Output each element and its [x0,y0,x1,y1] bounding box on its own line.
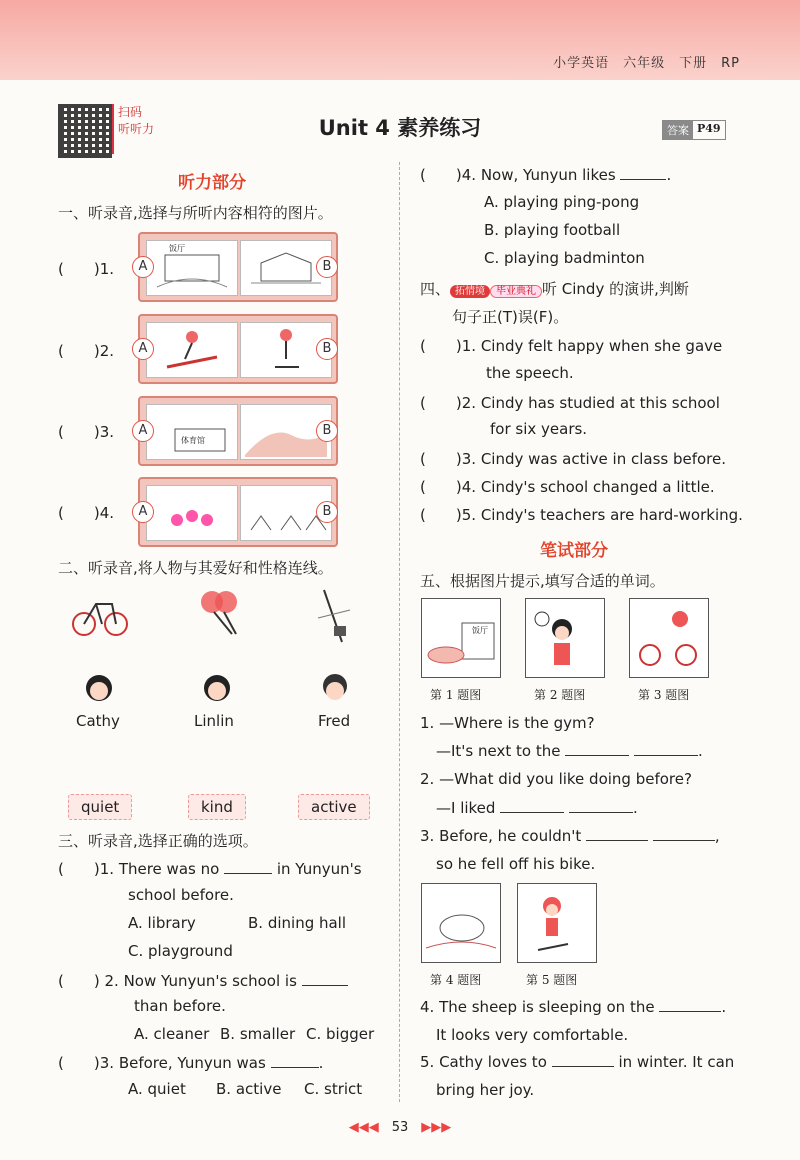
sign-dining-2: 饭厅 [472,626,488,635]
option-a-1[interactable]: A [132,256,154,278]
page-title: Unit 4 素养练习 [318,116,482,140]
q2-instruction: 二、听录音,将人物与其爱好和性格连线。 [58,559,333,577]
page-number: 53 [391,1120,409,1135]
picture-book-2 [138,314,338,384]
writing-title: 笔试部分 [540,541,608,561]
picture-5 [517,883,597,963]
option-a-3[interactable]: A [132,420,154,442]
next-arrows-icon: ▶▶▶ [421,1120,452,1135]
q3-instruction: 三、听录音,选择正确的选项。 [58,832,258,850]
picture-book-1 [138,232,338,302]
caption-5: 第 5 题图 [526,973,578,987]
q4-item-1-cont: the speech. [486,364,574,382]
picture-book-3 [138,396,338,466]
q4-header: 四、 拓情境 毕业典礼 听 Cindy 的演讲,判断 [420,280,689,298]
q3-4: ( )4. Now, Yunyun likes . [420,166,672,184]
cathy-avatar [82,672,116,706]
q3-2-cont: than before. [134,997,226,1015]
answer-reference: 答案 P49 [662,120,726,140]
page-footer [0,1116,800,1135]
bike-icon [70,588,130,638]
q5-5b: bring her joy. [436,1081,535,1099]
caption-2: 第 2 题图 [534,688,586,702]
q3-3: ( )3. Before, Yunyun was . [58,1054,324,1072]
trait-kind[interactable]: kind [188,794,246,820]
q4-item-2-cont: for six years. [490,420,588,438]
q5-4a: 4. The sheep is sleeping on the . [420,998,727,1016]
column-divider [399,162,400,1102]
q4-item-3: ( )3. Cindy was active in class before. [420,450,727,468]
q3-2-opt-c[interactable]: C. bigger [306,1025,375,1043]
picture-2 [525,598,605,678]
q3-4-opt-a[interactable]: A. playing ping-pong [484,193,640,211]
fred-avatar [318,672,352,706]
q3-1-cont: school before. [128,886,234,904]
q5-2a: 2. —What did you like doing before? [420,770,692,788]
sign-dining: 饭厅 [169,244,185,253]
prev-arrows-icon: ◀◀◀ [348,1120,379,1135]
person-fred[interactable]: Fred [318,712,351,730]
option-b-3[interactable]: B [316,420,338,442]
q4-item-4: ( )4. Cindy's school changed a little. [420,478,715,496]
q5-2b: —I liked . [436,799,638,817]
q3-1: ( )1. There was no in Yunyun's [58,860,362,878]
listening-title: 听力部分 [178,173,246,193]
badminton-racket-icon [194,588,244,638]
q4-item-2: ( )2. Cindy has studied at this school [420,394,720,412]
q3-2-opt-b[interactable]: B. smaller [220,1025,296,1043]
q3-4-opt-c[interactable]: C. playing badminton [484,249,645,267]
q3-3-opt-c[interactable]: C. strict [304,1080,363,1098]
q1-instruction: 一、听录音,选择与所听内容相符的图片。 [58,204,333,222]
q5-1b: —It's next to the . [436,742,703,760]
q4-item-5: ( )5. Cindy's teachers are hard-working. [420,506,743,524]
option-a-4[interactable]: A [132,501,154,523]
q1-item-3: ( )3. [58,423,115,441]
q1-item-2: ( )2. [58,342,115,360]
q3-1-opt-a[interactable]: A. library [128,914,196,932]
linlin-avatar [200,672,234,706]
erhu-icon [314,588,354,644]
option-b-1[interactable]: B [316,256,338,278]
option-a-2[interactable]: A [132,338,154,360]
picture-book-4 [138,477,338,547]
q4-item-1: ( )1. Cindy felt happy when she gave [420,337,723,355]
q3-4-opt-b[interactable]: B. playing football [484,221,621,239]
person-linlin[interactable]: Linlin [194,712,234,730]
q5-1a: 1. —Where is the gym? [420,714,595,732]
q5-instruction: 五、根据图片提示,填写合适的单词。 [420,572,665,590]
graduation-badge: 毕业典礼 [490,285,542,298]
person-cathy[interactable]: Cathy [76,712,120,730]
q1-item-1: ( )1. [58,260,115,278]
q3-1-opt-c[interactable]: C. playground [128,942,233,960]
caption-1: 第 1 题图 [430,688,482,702]
scan-label: 扫码 听听力 [112,104,162,154]
q3-3-opt-a[interactable]: A. quiet [128,1080,186,1098]
option-b-4[interactable]: B [316,501,338,523]
picture-3 [629,598,709,678]
caption-3: 第 3 题图 [638,688,690,702]
trait-quiet[interactable]: quiet [68,794,132,820]
caption-4: 第 4 题图 [430,973,482,987]
q4-header-cont: 句子正(T)误(F)。 [452,308,569,326]
q5-3a: 3. Before, he couldn't , [420,827,720,845]
q3-2: ( ) 2. Now Yunyun's school is [58,970,348,991]
q5-4b: It looks very comfortable. [436,1026,629,1044]
q5-5a: 5. Cathy loves to in winter. It can [420,1053,735,1071]
picture-1 [421,598,501,678]
q1-item-4: ( )4. [58,504,115,522]
book-label: 小学英语 六年级 下册 RP [553,56,740,71]
q3-3-opt-b[interactable]: B. active [216,1080,282,1098]
option-b-2[interactable]: B [316,338,338,360]
q3-2-opt-a[interactable]: A. cleaner [134,1025,210,1043]
context-badge: 拓情境 [450,285,490,298]
q3-1-opt-b[interactable]: B. dining hall [248,914,347,932]
picture-4 [421,883,501,963]
q5-3b: so he fell off his bike. [436,855,596,873]
trait-active[interactable]: active [298,794,370,820]
sign-gym: 体育馆 [181,436,205,445]
